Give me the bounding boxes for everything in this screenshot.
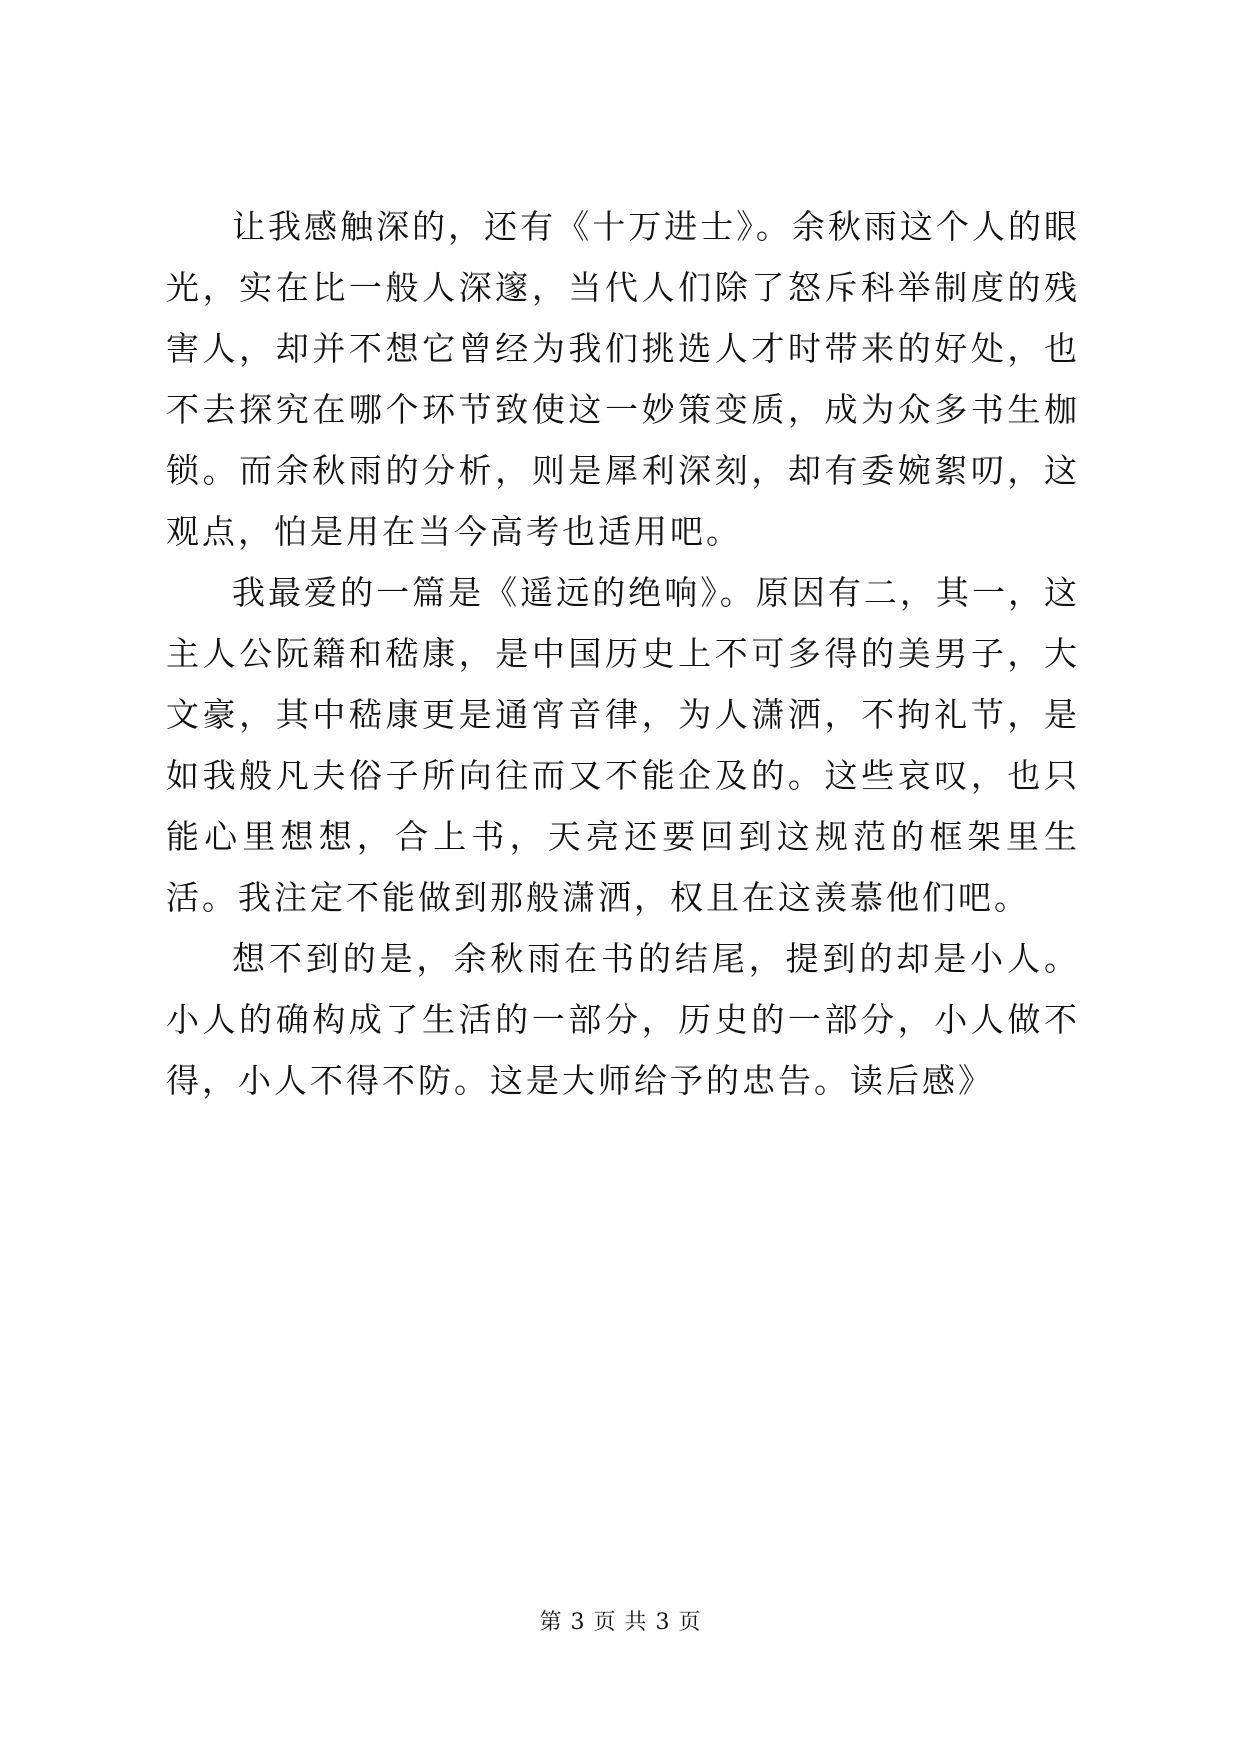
- page-footer: 第 3 页 共 3 页: [539, 1610, 702, 1635]
- paragraph-3: 想不到的是，余秋雨在书的结尾，提到的却是小人。小人的确构成了生活的一部分，历史的一部分，小人做不得，小人不得不防。这是大师给予的忠告。读后感》: [166, 939, 1080, 1100]
- paragraph-2: 我最爱的一篇是《遥远的绝响》。原因有二，其一，这主人公阮籍和嵇康，是中国历史上不可多得的美男子，大文豪，其中嵇康更是通宵音律，为人潇洒，不拘礼节，是如我般凡夫俗子所向往而又不能企及的。这些哀叹，也只能心里想想，合上书，天亮还要回到这规范的框架里生活。我注定不能做到那般潇洒，权且在这羡慕他们吧。: [166, 573, 1080, 917]
- body-text: [166, 196, 1080, 1111]
- paragraph-1: 让我感触深的，还有《十万进士》。余秋雨这个人的眼光，实在比一般人深邃，当代人们除了怒斥科举制度的残害人，却并不想它曾经为我们挑选人才时带来的好处，也不去探究在哪个环节致使这一妙策变质，成为众多书生枷锁。而余秋雨的分析，则是犀利深刻，却有委婉絮叨，这观点，怕是用在当今高考也适用吧。: [166, 207, 1080, 551]
